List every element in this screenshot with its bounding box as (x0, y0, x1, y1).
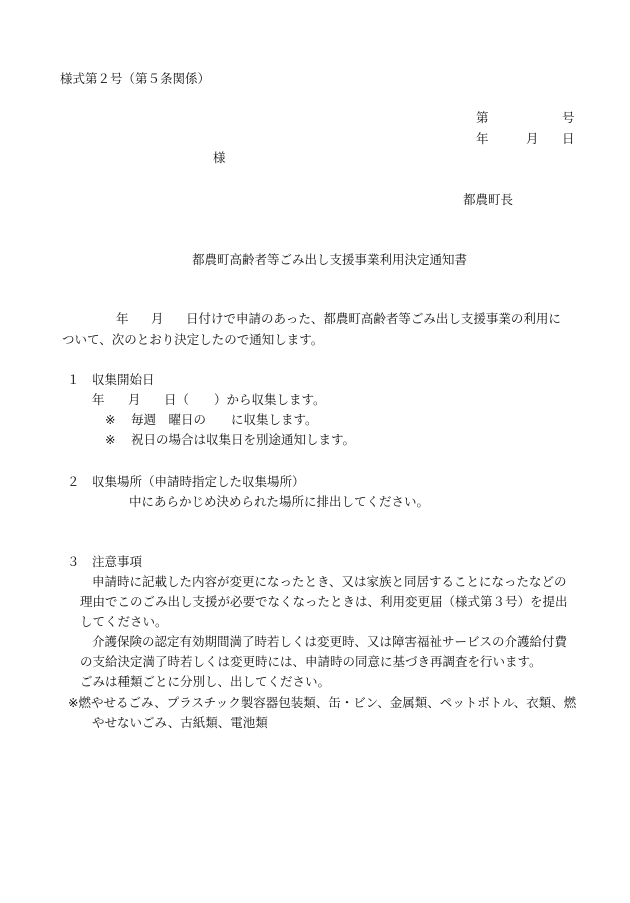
date-year: 年 (476, 131, 489, 146)
sender-name: 都農町長 (463, 192, 514, 207)
number-suffix: 号 (562, 110, 575, 125)
section2-number: ２ (67, 474, 80, 489)
intro-line1: 日付けで申請のあった、都農町高齢者等ごみ出し支援事業の利用に (186, 311, 561, 326)
intro-line2: ついて、次のとおり決定したので通知します。 (62, 332, 324, 347)
intro-month: 月 (151, 311, 164, 326)
section3-p3: ごみは種類ごとに分別し、出してください。 (80, 674, 331, 689)
intro-year: 年 (116, 311, 129, 326)
section3-number: ３ (67, 554, 80, 569)
section1-note1: 毎週 曜日の に収集します。 (131, 412, 318, 427)
section1-heading: 収集開始日 (92, 372, 155, 387)
document-title: 都農町高齢者等ごみ出し支援事業利用決定通知書 (192, 252, 468, 267)
form-label: 様式第２号（第５条関係） (60, 71, 211, 86)
section1-number: １ (67, 372, 80, 387)
section3-list-line2: やせないごみ、古紙類、電池類 (92, 715, 268, 730)
section3-p2-line1: 介護保険の認定有効期間満了時若しくは変更時、又は障害福祉サービスの介護給付費 (92, 634, 568, 649)
section3-list-line1: ※燃やせるごみ、プラスチック製容器包装類、缶・ビン、金属類、ペットボトル、衣類、燃 (68, 695, 577, 710)
section1-month: 月 (128, 392, 141, 407)
section1-note2-mark: ※ (105, 432, 116, 447)
section1-note2: 祝日の場合は収集日を別途通知します。 (131, 432, 356, 447)
section3-p1-line1: 申請時に記載した内容が変更になったとき、又は家族と同居することになったなどの (92, 574, 567, 589)
section3-p1-line2: 理由でこのごみ出し支援が必要でなくなったときは、利用変更届（様式第３号）を提出 (80, 594, 568, 609)
section1-day: 日（ ）から収集します。 (164, 392, 326, 407)
section3-p1-line3: してください。 (80, 614, 168, 629)
section3-heading: 注意事項 (92, 554, 143, 569)
date-day: 日 (562, 131, 575, 146)
addressee-suffix: 様 (213, 150, 226, 165)
date-month: 月 (526, 131, 539, 146)
section3-p2-line2: の支給決定満了時若しくは変更時には、申請時の同意に基づき再調査を行います。 (80, 654, 542, 669)
section2-heading: 収集場所（申請時指定した収集場所） (92, 474, 305, 489)
section2-body: 中にあらかじめ決められた場所に排出してください。 (129, 494, 430, 509)
number-prefix: 第 (476, 110, 489, 125)
section1-year: 年 (92, 392, 105, 407)
section1-note1-mark: ※ (105, 412, 116, 427)
